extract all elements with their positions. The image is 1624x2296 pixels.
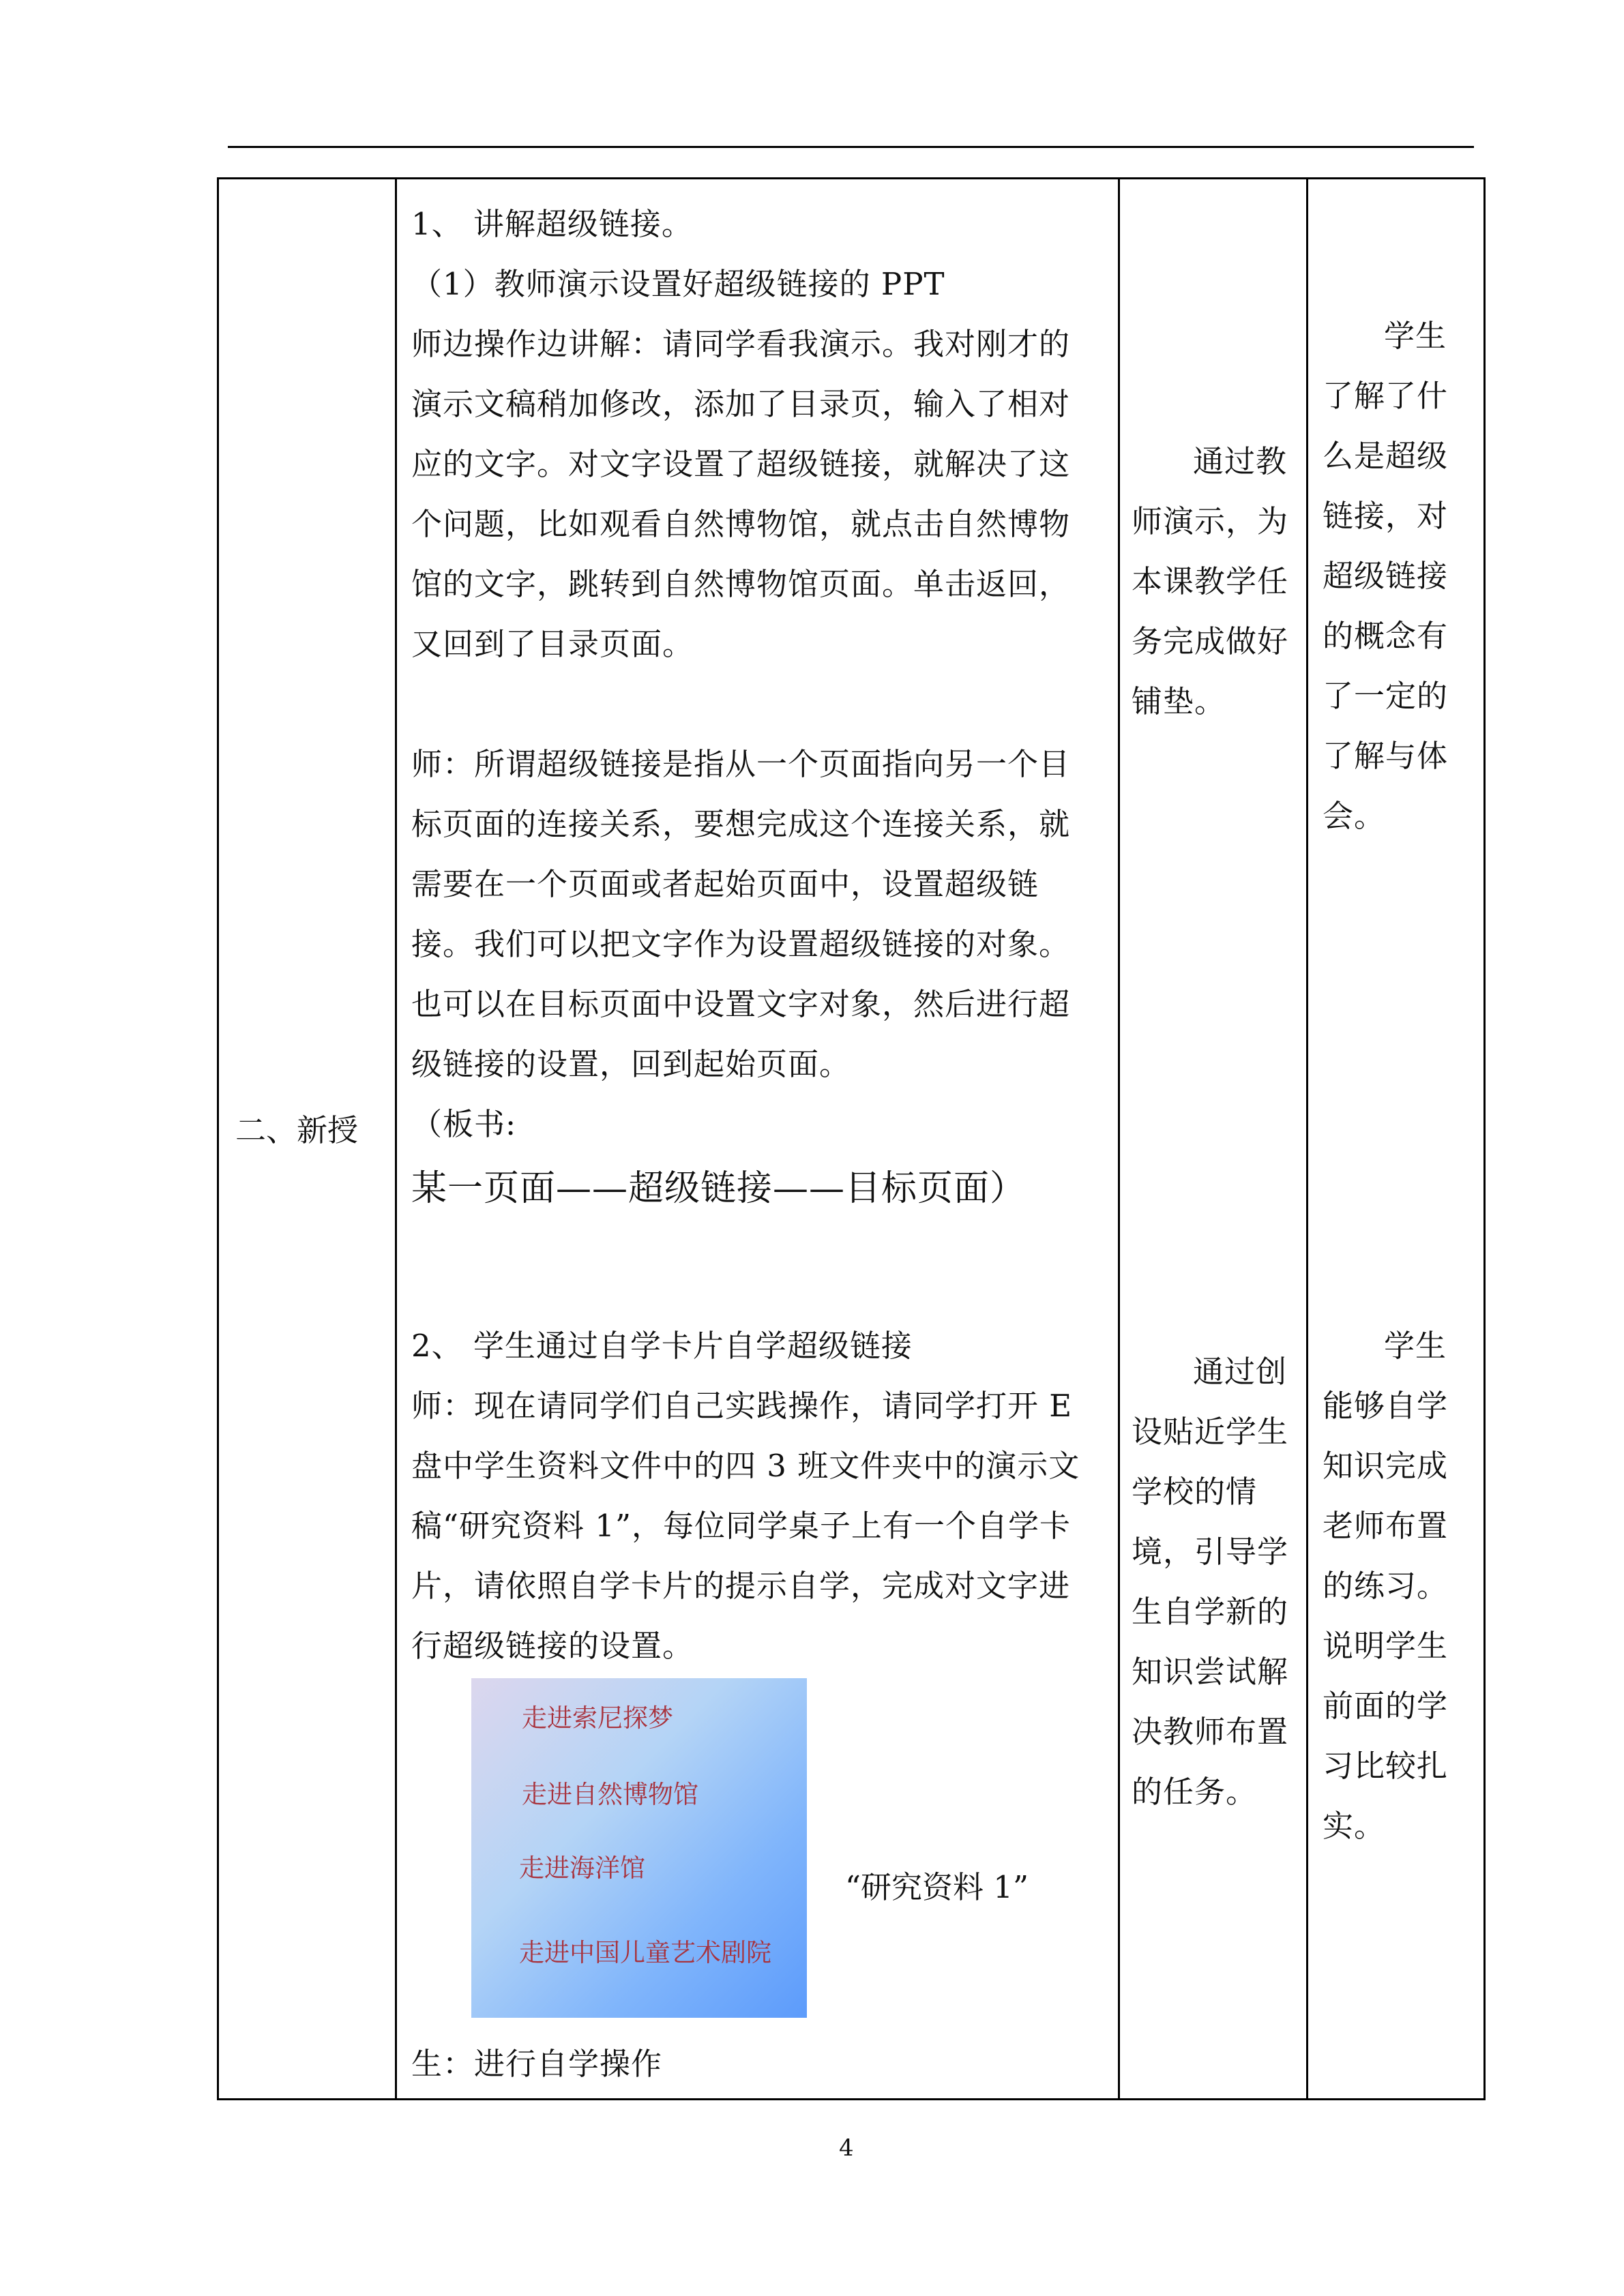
column-divider-3 [1306,179,1308,2098]
header-rule [228,146,1474,148]
part1-paragraph-1: 师边操作边讲解：请同学看我演示。我对刚才的演示文稿稍加修改，添加了目录页，输入了相对应的文字。对文字设置了超级链接，就解决了这个问题，比如观看自然博物馆，就点击自然博物馆的文字，跳转到自然博物馆页面。单击返回，又回到了目录页面。 [411,326,1071,662]
slide-thumbnail [471,1678,807,2018]
stage-label: 二、新授 [235,1112,359,1148]
teaching-effect-2: 学生能够自学知识完成老师布置的练习。说明学生前面的学习比较扎实。 [1323,1328,1449,1844]
part1-heading: 1、 讲解超级链接。 [411,206,693,242]
teaching-process-part2 [411,1316,1100,1676]
slide-link-sony: 走进索尼探梦 [522,1703,673,1733]
slide-link-natural-history-museum: 走进自然博物馆 [522,1780,698,1809]
part1-paragraph-2: 师：所谓超级链接是指从一个页面指向另一个目标页面的连接关系，要想完成这个连接关系，就需要在一个页面或者起始页面中，设置超级链接。我们可以把文字作为设置超级链接的对象。也可以在目标页面中设置文字对象，然后进行超级链接的设置，回到起始页面。 [411,746,1071,1082]
column-divider-1 [395,179,397,2098]
part2-paragraph: 师：现在请同学们自己实践操作，请同学打开 E 盘中学生资料文件中的四 3 班文件夹中的演示文稿“研究资料 1”，每位同学桌子上有一个自学卡片，请依照自学卡片的提示自学，完成对文字进行超级链接的设置。 [411,1388,1080,1664]
slide-link-aquarium: 走进海洋馆 [519,1853,645,1883]
slide-link-childrens-theatre: 走进中国儿童艺术剧院 [519,1938,771,1967]
student-action: 生：进行自学操作 [411,2046,663,2082]
design-intent-1: 通过教师演示，为本课教学任务完成做好铺垫。 [1132,443,1289,719]
teaching-effect-1: 学生了解了什么是超级链接，对超级链接的概念有了一定的了解与体会。 [1323,318,1449,834]
lesson-table [217,177,1486,2100]
part2-heading: 2、 学生通过自学卡片自学超级链接 [411,1328,913,1364]
part1-subheading: （1）教师演示设置好超级链接的 PPT [411,266,945,302]
slide-caption: “研究资料 1” [845,1869,1029,1905]
board-writing-label: （板书: [411,1106,517,1142]
design-intent-2: 通过创设贴近学生学校的情境，引导学生自学新的知识尝试解决教师布置的任务。 [1132,1354,1289,1810]
column-divider-2 [1118,179,1120,2098]
teaching-process-part1 [411,194,1100,1223]
board-writing-content: 某一页面——超级链接——目标页面） [411,1168,1027,1209]
page-number: 4 [839,2134,854,2162]
